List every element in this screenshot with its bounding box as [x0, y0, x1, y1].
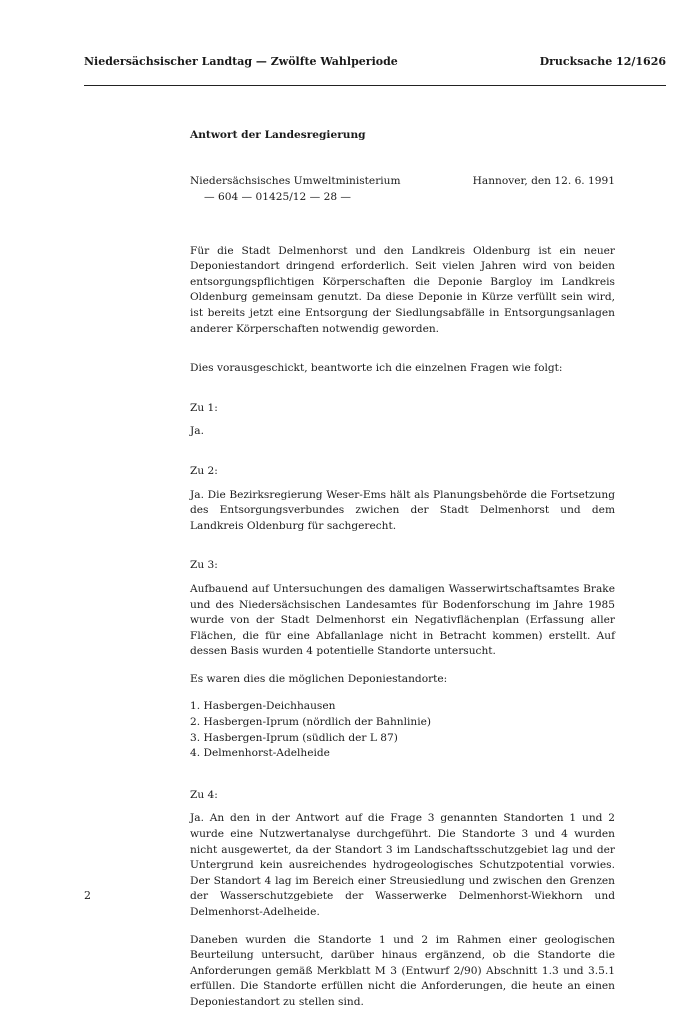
section-heading-4: Zu 4: — [190, 788, 218, 801]
list-item: 3. Hasbergen-Iprum (südlich der L 87) — [190, 731, 398, 744]
list-item: 2. Hasbergen-Iprum (nördlich der Bahnlinie) — [190, 716, 431, 729]
reference-number: — 604 — 01425/12 — 28 — — [204, 190, 352, 203]
section-text-4: Ja. An den in der Antwort auf die Frage 3 genannten Standorten 1 und 2 wurde eine Nutzwertanalyse durchgeführt. Die Standorte 3 und 4 wurden nicht ausgewertet, da der Standort 3 im Landschaftsschutzgebiet lag und der Untergrund kein ausreichendes hydrogeologisches Schutzpotential vorwies. Der Standort 4 lag im Bereich einer Streusiedlung und zwischen den Grenzen der Wasserschutzgebiete der Wasserwerke Delmenhorst-Wiekhorn und Delmenhorst-Adelheide. — [190, 812, 615, 918]
page-number: 2 — [84, 889, 91, 902]
ministry-name: Niedersächsisches Umweltministerium — [190, 174, 401, 187]
section-text-2: Ja. Die Bezirksregierung Weser-Ems hält als Planungsbehörde die Fortsetzung des Entsorgungsverbundes zwichen der Stadt Delmenhorst und dem Landkreis Oldenburg für sachgerecht. — [190, 488, 615, 532]
preface-paragraph: Dies vorausgeschickt, beantworte ich die einzelnen Fragen wie folgt: — [190, 362, 563, 375]
section-text-1: Ja. — [190, 425, 204, 438]
section-text-3: Aufbauend auf Untersuchungen des damaligen Wasserwirtschaftsamtes Brake und des Niedersächsischen Landesamtes für Bodenforschung im Jahre 1985 wurde von der Stadt Delmenhorst ein Negativflächenplan (Erfassung aller Flächen, die für eine Abfallanlage nicht in Betracht kommen) erstellt. Auf dessen Basis wurden 4 potentielle Standorte untersucht. — [190, 582, 615, 658]
section-text-4b: Daneben wurden die Standorte 1 und 2 im Rahmen einer geologischen Beurteilung untersucht, darüber hinaus ergänzend, ob die Standorte die Anforderungen gemäß Merkblatt M 3 (Entwurf 2/90) Abschnitt 1.3 und 3.5.1 erfüllen. Die Standorte erfüllen nicht die Anforderungen, die heute an einen Deponiestandort zu stellen sind. — [190, 933, 615, 1008]
site-list-intro: Es waren dies die möglichen Deponiestandorte: — [190, 672, 448, 685]
section-heading-1: Zu 1: — [190, 401, 218, 414]
list-item: 1. Hasbergen-Deichhausen — [190, 700, 336, 713]
document-title: Antwort der Landesregierung — [190, 129, 366, 141]
list-item: 4. Delmenhorst-Adelheide — [190, 747, 330, 760]
header-document-number: Drucksache 12/1626 — [539, 55, 666, 68]
document-date: Hannover, den 12. 6. 1991 — [472, 174, 615, 187]
document-body — [190, 128, 615, 1011]
intro-paragraph: Für die Stadt Delmenhorst und den Landkreis Oldenburg ist ein neuer Deponiestandort dringend erforderlich. Seit vielen Jahren wird von beiden entsorgungspflichtigen Körperschaften die Deponie Bargloy im Landkreis Oldenburg gemeinsam genutzt. Da diese Deponie in Kürze verfüllt sein wird, ist bereits jetzt eine Entsorgung der Siedlungsabfälle in Entsorgungsanlagen anderer Körperschaften notwendig geworden. — [190, 244, 615, 335]
section-heading-3: Zu 3: — [190, 559, 218, 572]
page-header — [84, 55, 666, 75]
site-list — [190, 699, 615, 761]
header-parliament: Niedersächsischer Landtag — Zwölfte Wahlperiode — [84, 55, 398, 68]
sender-block — [190, 174, 615, 206]
header-rule — [84, 85, 666, 86]
section-heading-2: Zu 2: — [190, 464, 218, 477]
